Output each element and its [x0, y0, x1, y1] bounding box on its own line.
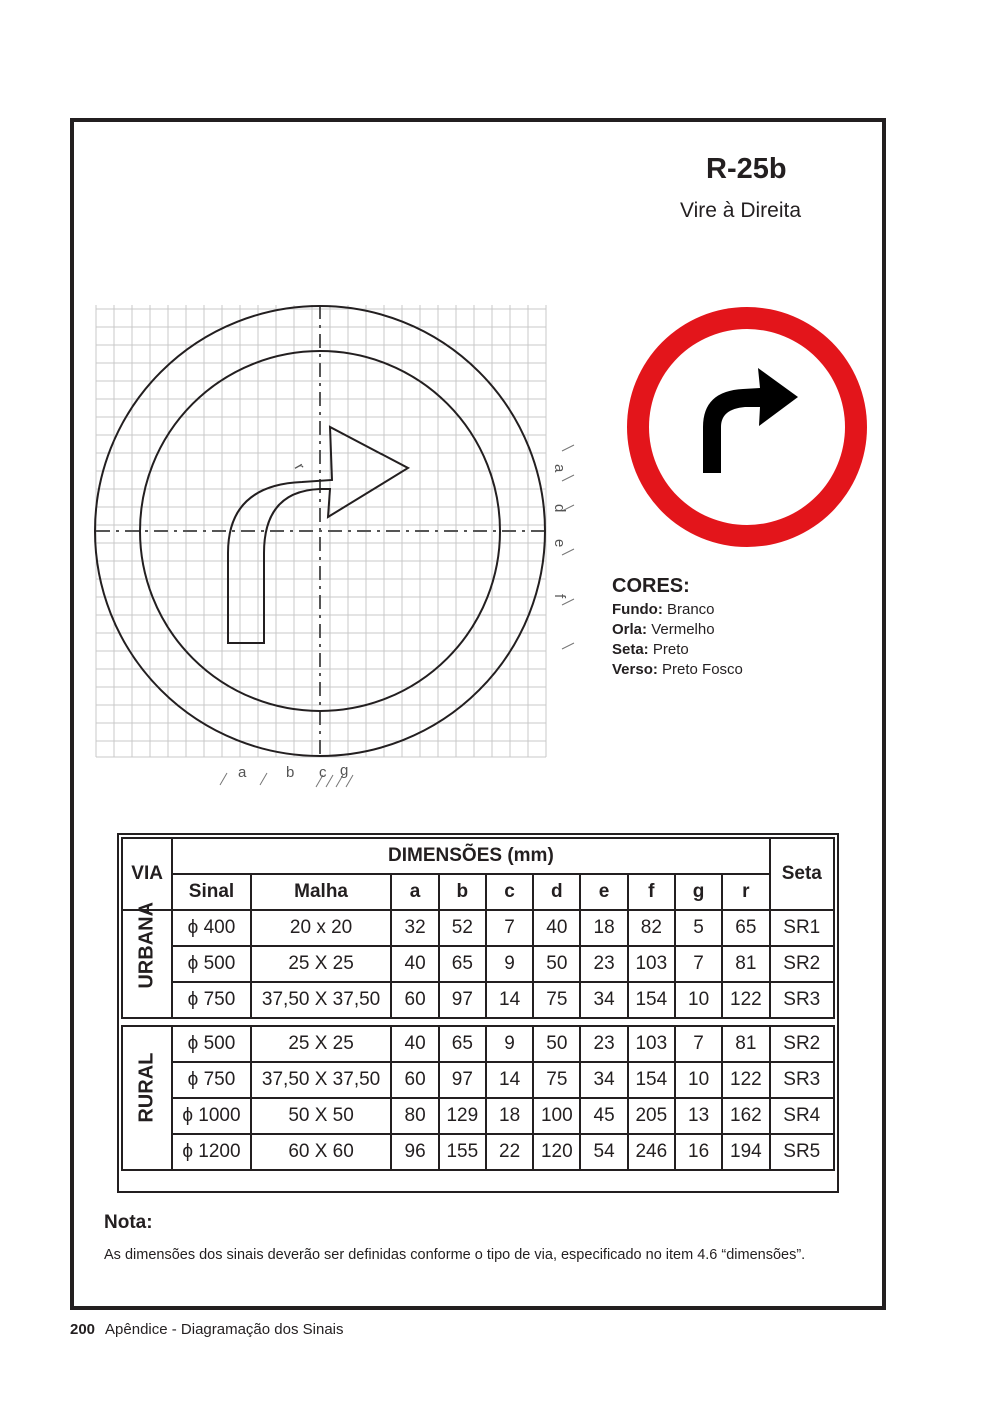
color-item: Seta: Preto [612, 641, 689, 658]
table-row [122, 982, 834, 1018]
table-cell: 52 [439, 910, 486, 946]
table-cell: 65 [439, 1026, 486, 1062]
table-cell: 16 [675, 1134, 722, 1170]
table-cell: 75 [533, 982, 580, 1018]
dim-label-bottom-g: g [340, 762, 349, 779]
table-cell: SR4 [770, 1098, 834, 1134]
table-cell: 122 [722, 1062, 769, 1098]
table-cell: ϕ 750 [172, 1062, 250, 1098]
via-group-label: URBANA [122, 910, 172, 1018]
table-cell: 154 [628, 1062, 675, 1098]
table-cell: 246 [628, 1134, 675, 1170]
table-cell: 45 [580, 1098, 627, 1134]
table-cell: 205 [628, 1098, 675, 1134]
table-cell: ϕ 1200 [172, 1134, 250, 1170]
sign-background [649, 329, 845, 525]
dim-label-right-d: d [551, 504, 568, 513]
dim-label-bottom-a: a [238, 764, 247, 781]
table-cell: 34 [580, 982, 627, 1018]
table-cell: 25 X 25 [251, 1026, 392, 1062]
table-cell: 155 [439, 1134, 486, 1170]
col-header: Sinal [172, 874, 250, 910]
table-cell: SR2 [770, 1026, 834, 1062]
table-cell: 10 [675, 982, 722, 1018]
footer-text: Apêndice - Diagramação dos Sinais [105, 1321, 344, 1338]
table-cell: SR3 [770, 982, 834, 1018]
table-cell: 37,50 X 37,50 [251, 982, 392, 1018]
table-cell: 25 X 25 [251, 946, 392, 982]
table-cell: SR3 [770, 1062, 834, 1098]
table-cell: 5 [675, 910, 722, 946]
table-row [122, 1134, 834, 1170]
table-cell: 81 [722, 946, 769, 982]
col-header: e [580, 874, 627, 910]
table-cell: SR2 [770, 946, 834, 982]
col-header: b [439, 874, 486, 910]
sign-code: R-25b [706, 153, 787, 185]
table-row [122, 1062, 834, 1098]
table-cell: ϕ 500 [172, 1026, 250, 1062]
dims-header: DIMENSÕES (mm) [172, 838, 769, 874]
note-text: As dimensões dos sinais deverão ser definidas conforme o tipo de via, especificado no item 4.6 “dimensões”. [104, 1247, 806, 1263]
col-header: c [486, 874, 533, 910]
colors-title: CORES: [612, 575, 690, 597]
note-title: Nota: [104, 1212, 153, 1233]
colors-section [612, 574, 743, 680]
table-cell: 50 X 50 [251, 1098, 392, 1134]
sign-illustration [625, 305, 870, 550]
table-row [122, 946, 834, 982]
dim-label-bottom-c: c [319, 764, 327, 781]
page-footer [70, 1321, 344, 1338]
table-cell: 103 [628, 946, 675, 982]
table-cell: 18 [580, 910, 627, 946]
table-cell: ϕ 400 [172, 910, 250, 946]
sign-name: Vire à Direita [680, 199, 801, 222]
page-number: 200 [70, 1321, 96, 1338]
table-cell: 37,50 X 37,50 [251, 1062, 392, 1098]
table-cell: 54 [580, 1134, 627, 1170]
table-cell: 34 [580, 1062, 627, 1098]
center-lines [96, 305, 546, 757]
table-cell: 65 [439, 946, 486, 982]
table-cell: 7 [675, 946, 722, 982]
table-cell: ϕ 750 [172, 982, 250, 1018]
arrow-outline [228, 427, 408, 643]
table-cell: 9 [486, 1026, 533, 1062]
table-cell: 120 [533, 1134, 580, 1170]
col-header: f [628, 874, 675, 910]
via-group-label: RURAL [122, 1026, 172, 1170]
table-cell: 60 [391, 1062, 438, 1098]
table-cell: 100 [533, 1098, 580, 1134]
col-header: g [675, 874, 722, 910]
table-cell: 10 [675, 1062, 722, 1098]
seta-header: Seta [770, 838, 834, 910]
dimensions-table-frame [117, 833, 839, 1193]
dim-label-r: r [290, 460, 308, 474]
table-cell: 97 [439, 1062, 486, 1098]
table-cell: 14 [486, 1062, 533, 1098]
table-cell: 97 [439, 982, 486, 1018]
table-cell: 122 [722, 982, 769, 1018]
col-header: a [391, 874, 438, 910]
table-cell: 60 [391, 982, 438, 1018]
table-cell: 162 [722, 1098, 769, 1134]
table-row [122, 1098, 834, 1134]
color-item: Orla: Vermelho [612, 621, 715, 638]
table-cell: 7 [486, 910, 533, 946]
table-cell: 80 [391, 1098, 438, 1134]
table-cell: 20 x 20 [251, 910, 392, 946]
col-header: d [533, 874, 580, 910]
table-row [122, 910, 834, 946]
table-cell: 75 [533, 1062, 580, 1098]
table-cell: 81 [722, 1026, 769, 1062]
dimensions-table [121, 837, 835, 1171]
table-cell: 50 [533, 946, 580, 982]
table-cell: 65 [722, 910, 769, 946]
table-cell: ϕ 1000 [172, 1098, 250, 1134]
table-cell: 23 [580, 1026, 627, 1062]
via-header: VIA [122, 838, 172, 910]
table-cell: 103 [628, 1026, 675, 1062]
dimension-marks [220, 445, 574, 787]
table-cell: 60 X 60 [251, 1134, 392, 1170]
table-cell: 154 [628, 982, 675, 1018]
color-item: Verso: Preto Fosco [612, 661, 743, 678]
table-cell: 50 [533, 1026, 580, 1062]
table-cell: 32 [391, 910, 438, 946]
table-cell: 7 [675, 1026, 722, 1062]
dim-label-right-f: f [551, 594, 568, 599]
table-cell: SR1 [770, 910, 834, 946]
table-cell: 129 [439, 1098, 486, 1134]
table-cell: SR5 [770, 1134, 834, 1170]
col-header: r [722, 874, 769, 910]
table-cell: 9 [486, 946, 533, 982]
table-cell: 40 [391, 1026, 438, 1062]
table-cell: 23 [580, 946, 627, 982]
dim-label-right-a: a [551, 464, 568, 473]
table-cell: 40 [533, 910, 580, 946]
table-cell: ϕ 500 [172, 946, 250, 982]
dim-label-right-e: e [551, 539, 568, 548]
table-cell: 22 [486, 1134, 533, 1170]
table-cell: 194 [722, 1134, 769, 1170]
table-cell: 13 [675, 1098, 722, 1134]
table-row [122, 1026, 834, 1062]
table-cell: 96 [391, 1134, 438, 1170]
table-cell: 14 [486, 982, 533, 1018]
dim-label-bottom-b: b [286, 764, 295, 781]
table-cell: 18 [486, 1098, 533, 1134]
table-cell: 82 [628, 910, 675, 946]
table-cell: 40 [391, 946, 438, 982]
color-item: Fundo: Branco [612, 601, 715, 618]
construction-diagram [92, 305, 582, 795]
col-header: Malha [251, 874, 392, 910]
